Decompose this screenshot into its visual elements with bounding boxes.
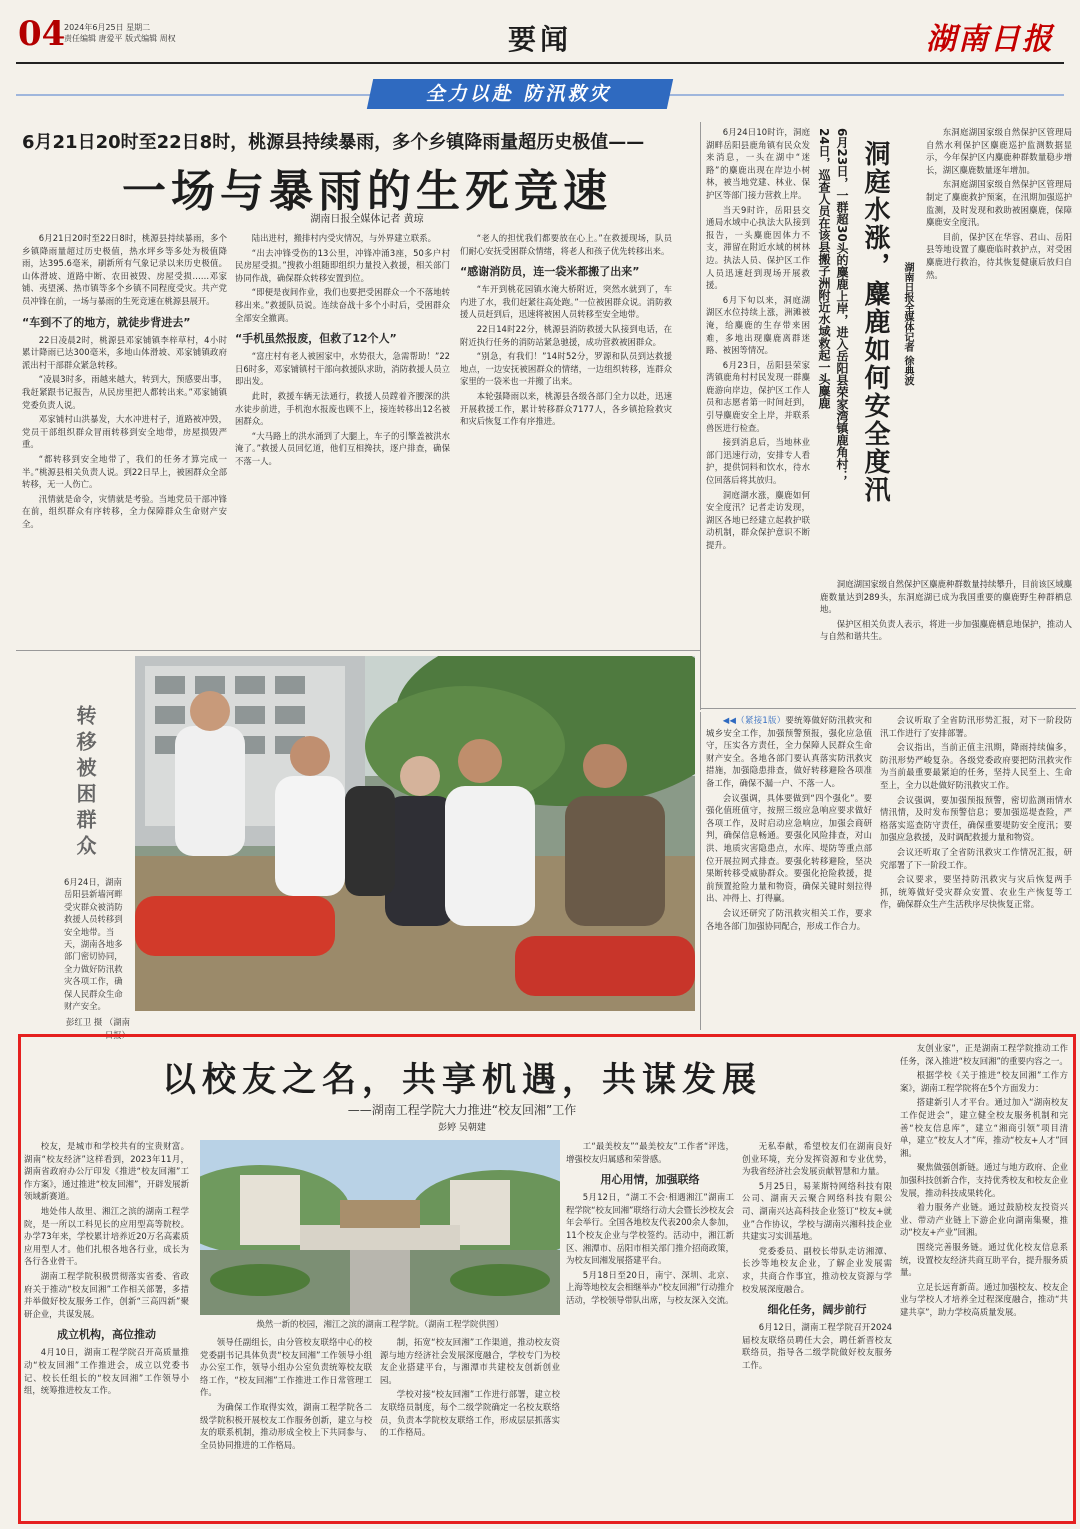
- paragraph: 6月21日20时至22日8时，桃源县持续暴雨，多个乡镇降雨量超过历史极值，热水坪乡等多处为极值降雨，达395.6毫米，刷新所有气象记录以来历史极值。山体滑坡、道路中断、农田被毁、房屋受损……邓家铺、夷望溪、热市镇等多个乡镇不同程度受灾。共产党员冲锋在前，一场与暴雨的生死竞速在桃源县展开。: [22, 233, 227, 306]
- deer-headline: 洞庭水涨，麋鹿如何安全度汛: [860, 140, 890, 504]
- paragraph: 为确保工作取得实效，湖南工程学院各二级学院积极开展校友工作服务创新，建立与校友的联系机制，推动形成全校上下共同参与、全员协同推进的工作格局。: [200, 1401, 372, 1450]
- paragraph: 当天9时许，岳阳县交通局水域中心执法大队接到报告，一头麋鹿因体力不支，滞留在附近水域的树林边。执法人员、保护区工作人员迅速赶到现场开展救援。: [706, 204, 810, 291]
- paragraph: 5月12日，“湖工不会·相遇湘江”湖南工程学院“校友回湘”联络行动大会暨长沙校友会年会举行。全国各地校友代表200余人参加，11个校友企业与学校签约。活动中，湘江新区、湘潭市、岳阳市相关部门推介招商政策，为校友回湘发展搭建平台。: [566, 1192, 734, 1266]
- paragraph: 聚焦做强创新链。通过与地方政府、企业加强科技创新合作，支持优秀校友和校友企业发展，推动科技成果转化。: [900, 1162, 1068, 1198]
- paragraph: 东洞庭湖国家级自然保护区管理局自然水利保护区麋鹿巡护监测数据显示，今年保护区内麋鹿种群数量稳步增长，湖区麋鹿数量逐年增加。: [926, 127, 1072, 175]
- paragraph: 洞庭湖水涨，麋鹿如何安全度汛？记者走访发现，湖区各地已经建立起救护联动机制，群众保护意识不断提升。: [706, 489, 810, 550]
- paragraph: “别急，有我们！”14时52分，罗源和队员到达救援地点，一边安抚被困群众的情绪，一边组织转移，连群众家里的一袋米也一并搬了出来。: [460, 351, 672, 387]
- story2-column-6: [900, 1042, 1068, 1520]
- column-divider: [700, 122, 701, 710]
- paragraph: “出去冲锋受伤的13公里，冲锋冲涌3座，50多户村民房屋受损。”搜救小组随即组织力量投入救援，相关部门协同作战，确保群众转移安置到位。: [235, 247, 450, 283]
- story1-subhead-1: “车到不了的地方，就徒步背进去”: [22, 315, 191, 329]
- paragraph: 本轮强降雨以来，桃源县各级各部门全力以赴，迅速开展救援工作，累计转移群众7177人，各乡镇抢险救灾和灾后恢复工作有序推进。: [460, 390, 672, 427]
- paragraph: 会议强调，具体要做到“四个强化”。要强化值班值守，按照三级应急响应要求做好各项工作，及时启动应急响应，加强会商研判，确保信息畅通。要强化风险排查，对山洪、地质灾害隐患点，水库、堤防等重点部位开展拉网式排查。要强化转移避险，坚决果断转移受威胁群众。要强化抢险救援，提前预置抢险力量和物资，确保关键时刻拉得出、冲得上、打得赢。: [706, 792, 872, 904]
- paragraph: 校友，是城市和学校共有的宝贵财富。湖南“校友经济”这样看到，2023年11月，湖南省政府办公厅印发《推进“校友回湘”工作方案》，通过推进“校友回湘”，开辟发展新领域新赛道。: [24, 1141, 189, 1202]
- paragraph: 东洞庭湖国家级自然保护区管理局制定了麋鹿救护预案，在汛期加强巡护监测，及时发现和救助被困麋鹿，保障麋鹿安全度汛。: [926, 179, 1072, 228]
- continuation-rule: [700, 708, 1076, 709]
- continuation-marker: ◀◀（紧接1版）: [722, 715, 786, 725]
- story1-column-3: [460, 232, 672, 644]
- paragraph: 4月10日，湖南工程学院召开高质量推动“校友回湘”工作推进会，成立以党委书记、校长任组长的“校友回湘”工作领导小组，统筹推进校友工作。: [24, 1347, 189, 1396]
- paragraph: 汛情就是命令，灾情就是考验。当地党员干部冲锋在前，组织群众有序转移，全力保障群众生命财产安全。: [22, 493, 227, 529]
- paragraph: 会议强调，要加强预报预警，密切监测雨情水情汛情，及时发布预警信息；要加强巡堤查险，严格落实巡查防守责任，确保重要堤防安全度汛；要加强应急救援，及时调配救援力量和物资。: [880, 794, 1072, 843]
- continuation-column-2: [880, 714, 1072, 1030]
- masthead: [0, 0, 1080, 62]
- photo-top-rule: [16, 650, 700, 651]
- deer-byline: 湖南日报全媒体记者 徐典波: [902, 262, 913, 386]
- photo-credit: 彭红卫 摄 （湖南日报）: [66, 1017, 130, 1040]
- page-number: 04: [18, 14, 66, 54]
- paragraph: 邓家铺村山洪暴发，大水冲进村子，道路被冲毁，党员干部组织群众冒雨转移到安全地带，房屋损毁严重。: [22, 414, 227, 450]
- paragraph: 根据学校《关于推进“校友回湘”工作方案》，湖南工程学院将在5个方面发力：: [900, 1070, 1068, 1093]
- paragraph: 5月25日，易莱斯特网络科技有限公司、湖南天云聚合网络科技有限公司、湖南兴达高科技企业签订“校友+就业”合作协议，学校与湖南兴湘科技企业共建实习实训基地。: [742, 1180, 892, 1242]
- story2-subhead-3: 细化任务，阔步前行: [767, 1303, 867, 1317]
- newspaper-logo: 湖南日报: [926, 22, 1054, 57]
- campus-photo-illustration: [200, 1140, 560, 1315]
- masthead-rule: [16, 62, 1064, 64]
- story1-kicker: 6月21日20时至22日8时，桃源县持续暴雨，多个乡镇降雨量超历史极值——: [22, 132, 645, 153]
- paragraph: 工“最美校友”“最美校友”工作者“评选，增强校友归属感和荣誉感。: [566, 1141, 734, 1164]
- paragraph: “老人的担忧我们都要放在心上。”在救援现场，队员们耐心安抚受困群众情绪，将老人和孩子优先转移出来。: [460, 233, 672, 256]
- paragraph: 地处伟人故里、湘江之滨的湖南工程学院，是一所以工科见长的应用型高等院校。办学73年来，学校累计培养近20万名高素质应用型人才。他们扎根各地各行业，成长为各行各业骨干。: [24, 1205, 189, 1267]
- deer-column-2: [926, 126, 1072, 576]
- date-line-1: 2024年6月25日 星期二: [64, 23, 151, 32]
- paragraph: 6月12日，湖南工程学院召开2024届校友联络员聘任大会，聘任新晋校友联络员，指导各二级学院做好校友服务工作。: [742, 1322, 892, 1370]
- story2-column-4: [566, 1140, 734, 1520]
- rescue-photo-illustration: [135, 656, 695, 1011]
- story1-headline: 一场与暴雨的生死竞速: [122, 166, 612, 217]
- paragraph: 立足长远育新苗。通过加强校友、校友企业与学校人才培养全过程深度融合，推动“共建共享”，助力学校高质量发展。: [900, 1281, 1068, 1317]
- paragraph: “都转移到安全地带了，我们的任务才算完成一半。”桃源县相关负责人说。到22日早上，被困群众全部转移，无一人伤亡。: [22, 453, 227, 490]
- paragraph: 搭建新引人才平台。通过加入“湖南校友工作促进会”，建立健全校友服务机制和完善“校友信息库”，建立“湘商引领”项目清单，建立“校友人才”库，推动“校友+人才”回湘。: [900, 1097, 1068, 1158]
- story2-subhead-1: 成立机构，高位推动: [57, 1328, 156, 1342]
- paragraph: 会议要求，要坚持防汛救灾与灾后恢复两手抓，统筹做好受灾群众安置、农业生产恢复等工作，确保群众生产生活秩序尽快恢复正常。: [880, 874, 1072, 910]
- campus-photo: [200, 1140, 560, 1315]
- paragraph: 此时，救援车辆无法通行，救援人员蹚着齐腰深的洪水徒步前进，手机泡水报废也顾不上，接连转移出12名被困群众。: [235, 390, 450, 427]
- paragraph: 围绕完善服务链。通过优化校友信息系统，设置校友经济共商互助平台，提升服务质量。: [900, 1241, 1068, 1278]
- deer-column-1: [706, 126, 810, 706]
- story2-column-5: [742, 1140, 892, 1520]
- paragraph: 会议还研究了防汛救灾相关工作，要求各地各部门加强协同配合，形成工作合力。: [706, 907, 872, 931]
- paragraph: 着力服务产业链。通过鼓励校友投资兴业、带动产业链上下游企业向湖南集聚，推动“校友+产业”回湘。: [900, 1202, 1068, 1238]
- paragraph: 无私奉献，希望校友们在湖南良好创业环境，充分发挥资源和专业优势，为我省经济社会发展贡献智慧和力量。: [742, 1141, 892, 1177]
- deer-column-3: [820, 578, 1072, 704]
- paragraph: 5月18日至20日，南宁、深圳、北京、上海等地校友会相继举办“校友回湘”行动推介活动，学校领导带队出席，与校友深入交流。: [566, 1269, 734, 1305]
- paragraph: 友创业家”，正是湖南工程学院推动工作任务，深入推进“校友回湘”的重要内容之一。: [900, 1043, 1068, 1066]
- paragraph: 制，拓宽“校友回湘”工作渠道，推动校友资源与地方经济社会发展深度融合，学校专门为校友企业搭建平台，与湘潭市共建校友创新创业园。: [380, 1337, 560, 1385]
- paragraph: 党委委员、副校长带队走访湘潭、长沙等地校友企业，了解企业发展需求，共商合作事宜，推动校友资源与学校发展深度融合。: [742, 1245, 892, 1294]
- paragraph: “富庄村有老人被困家中，水势很大，急需帮助！”22日6时多，邓家铺镇村干部向救援队求助，消防救援人员立即出发。: [235, 351, 450, 387]
- paragraph: 目前，保护区在华容、君山、岳阳县等地设置了麋鹿临时救护点，对受困麋鹿进行救治，待其恢复健康后放归自然。: [926, 231, 1072, 280]
- paragraph: 22日凌晨2时，桃源县邓家铺镇李梓草村，4小时累计降雨已达300毫米，多地山体滑坡、邓家铺镇政府派出村干部群众紧急转移。: [22, 334, 227, 370]
- story2-subhead: ——湖南工程学院大力推进“校友回湘”工作: [347, 1103, 577, 1117]
- paragraph: 会议听取了全省防汛形势汇报，对下一阶段防汛工作进行了安排部署。: [880, 715, 1072, 738]
- column-divider: [700, 712, 701, 1030]
- story1-column-2: [235, 232, 450, 644]
- continuation-text: 要统筹做好防汛救灾和城乡安全工作，加强预警预报，强化应急值守，压实各方责任，全力保障人民群众生命财产安全。各地各部门要认真落实防汛救灾措施，加强隐患排查，做好转移避险各项准备工作，确保不漏一户、不落一人。: [706, 715, 872, 788]
- paragraph: 6月24日10时许，洞庭湖畔岳阳县鹿角镇有民众发来消息，一头在湖中“迷路”的麋鹿出现在岸边小树林，被当地党建、林业、保护区等部门接力营救上岸。: [706, 127, 810, 200]
- paragraph: 湖南工程学院积极贯彻落实省委、省政府关于推动“校友回湘”工作相关部署，多措并举做好校友服务工作，创新“三高四新”聚研企业，共谋发展。: [24, 1270, 189, 1319]
- paragraph: 领导任副组长，由分管校友联络中心的校党委副书记具体负责“校友回湘”工作领导小组办公室工作，领导小组办公室负责统筹校友联络工作，“校友回湘”工作推进工作日常管理工作。: [200, 1337, 372, 1398]
- story2-column-1: [24, 1140, 189, 1520]
- deer-deck-1: 24日，巡查人员在该县搬子洲附近水域救起一头麋鹿: [817, 128, 831, 409]
- continuation-column-1: [706, 714, 872, 1030]
- paragraph: 洞庭湖国家级自然保护区麋鹿种群数量持续攀升，目前该区域麋鹿数量达到289头，东洞庭湖已成为我国重要的麋鹿野生种群栖息地。: [820, 579, 1072, 615]
- photo-caption: 6月24日，湖南岳阳县新墙河畔受灾群众被消防救援人员转移到安全地带。当天，湖南各地多部门密切协同，全力做好防汛救灾各项工作，确保人民群众生命财产安全。: [64, 877, 123, 1012]
- story1-column-1: [22, 232, 227, 644]
- paragraph: 6月下旬以来，洞庭湖湖区水位持续上涨，洲滩被淹，给麋鹿的生存带来困难，多地出现麋鹿离群迷路、被困等情况。: [706, 294, 810, 356]
- date-line-2: 责任编辑 唐爱平 版式编辑 周权: [64, 34, 176, 43]
- paragraph: 22日14时22分，桃源县消防救援大队接到电话，在附近执行任务的消防站紧急驰援，成功营救被困群众。: [460, 323, 672, 347]
- story2-column-2: [200, 1336, 372, 1520]
- section-title: 要闻: [507, 23, 572, 56]
- photo-side-label: 转移被困群众: [73, 705, 97, 861]
- story1-byline: 湖南日报全媒体记者 黄琼: [310, 214, 424, 225]
- story1-subhead-3: “感谢消防员，连一袋米都搬了出来”: [460, 265, 640, 279]
- story2-subhead-2: 用心用情，加强联络: [600, 1173, 700, 1187]
- paragraph: “凌晨3时多，雨越来越大，转到大，预感要出事，我赶紧跟书记报告，从民房里把人都转出来。”邓家铺镇党委负责人说。: [22, 374, 227, 410]
- paragraph: “车开到桃花园镇水淹大桥附近，突然水就到了，车内进了水，我们赶紧往高处跑。”一位被困群众说。消防救援人员赶到后，迅速将被困人员转移至安全地带。: [460, 284, 672, 320]
- paragraph: 学校对接“校友回湘”工作进行部署，建立校友联络员制度，每个二级学院确定一名校友联络员，负责本学院校友联络工作，形成层层抓落实的工作格局。: [380, 1389, 560, 1438]
- story2-column-3: [380, 1336, 560, 1520]
- paragraph: 接到消息后，当地林业部门迅速行动，安排专人看护，提供饲料和饮水，待水位回落后将其放归。: [706, 437, 810, 486]
- topic-banner: 全力以赴 防汛救灾: [367, 79, 673, 109]
- story2-byline: 彭婷 吴朝建: [438, 1123, 486, 1133]
- paragraph: [706, 714, 872, 790]
- paragraph: “大马路上的洪水涌到了大腿上，车子的引擎盖被洪水淹了。”救援人员回忆道，他们互相搀扶，逐户排查，确保不落一人。: [235, 430, 450, 466]
- deer-deck-2: 6月23日，一群超30头的麋鹿上岸，进入岳阳县荣家湾镇鹿角村；: [835, 128, 849, 482]
- campus-photo-caption: 焕然一新的校园，湘江之滨的湖南工程学院。（湖南工程学院供图）: [256, 1319, 504, 1329]
- story1-subhead-2: “手机虽然报废，但救了12个人”: [235, 332, 397, 346]
- paragraph: 陆出进村，搬排村内受灾情况，与外界建立联系。: [251, 233, 437, 243]
- rescue-photo: [135, 656, 695, 1011]
- paragraph: 会议还听取了全省防汛救灾工作情况汇报，研究部署了下一阶段工作。: [880, 846, 1072, 870]
- paragraph: “即便是夜间作业，我们也要把受困群众一个不落地转移出来。”救援队员说。连续奋战十多个小时后，受困群众全部安全撤离。: [235, 287, 450, 323]
- paragraph: 保护区相关负责人表示，将进一步加强麋鹿栖息地保护，推动人与自然和谐共生。: [820, 618, 1072, 642]
- story2-headline: 以校友之名，共享机遇，共谋发展: [162, 1060, 762, 1100]
- paragraph: 会议指出，当前正值主汛期，降雨持续偏多，防汛形势严峻复杂。各级党委政府要把防汛救灾作为当前最重要最紧迫的任务，坚持人民至上、生命至上，全力以赴做好防汛救灾工作。: [880, 742, 1072, 790]
- paragraph: 6月23日，岳阳县荣家湾镇鹿角村村民发现一群麋鹿游向岸边，保护区工作人员和志愿者第一时间赶到，引导麋鹿安全上岸，并联系兽医进行检查。: [706, 359, 810, 433]
- photo-caption-block: [64, 876, 130, 1040]
